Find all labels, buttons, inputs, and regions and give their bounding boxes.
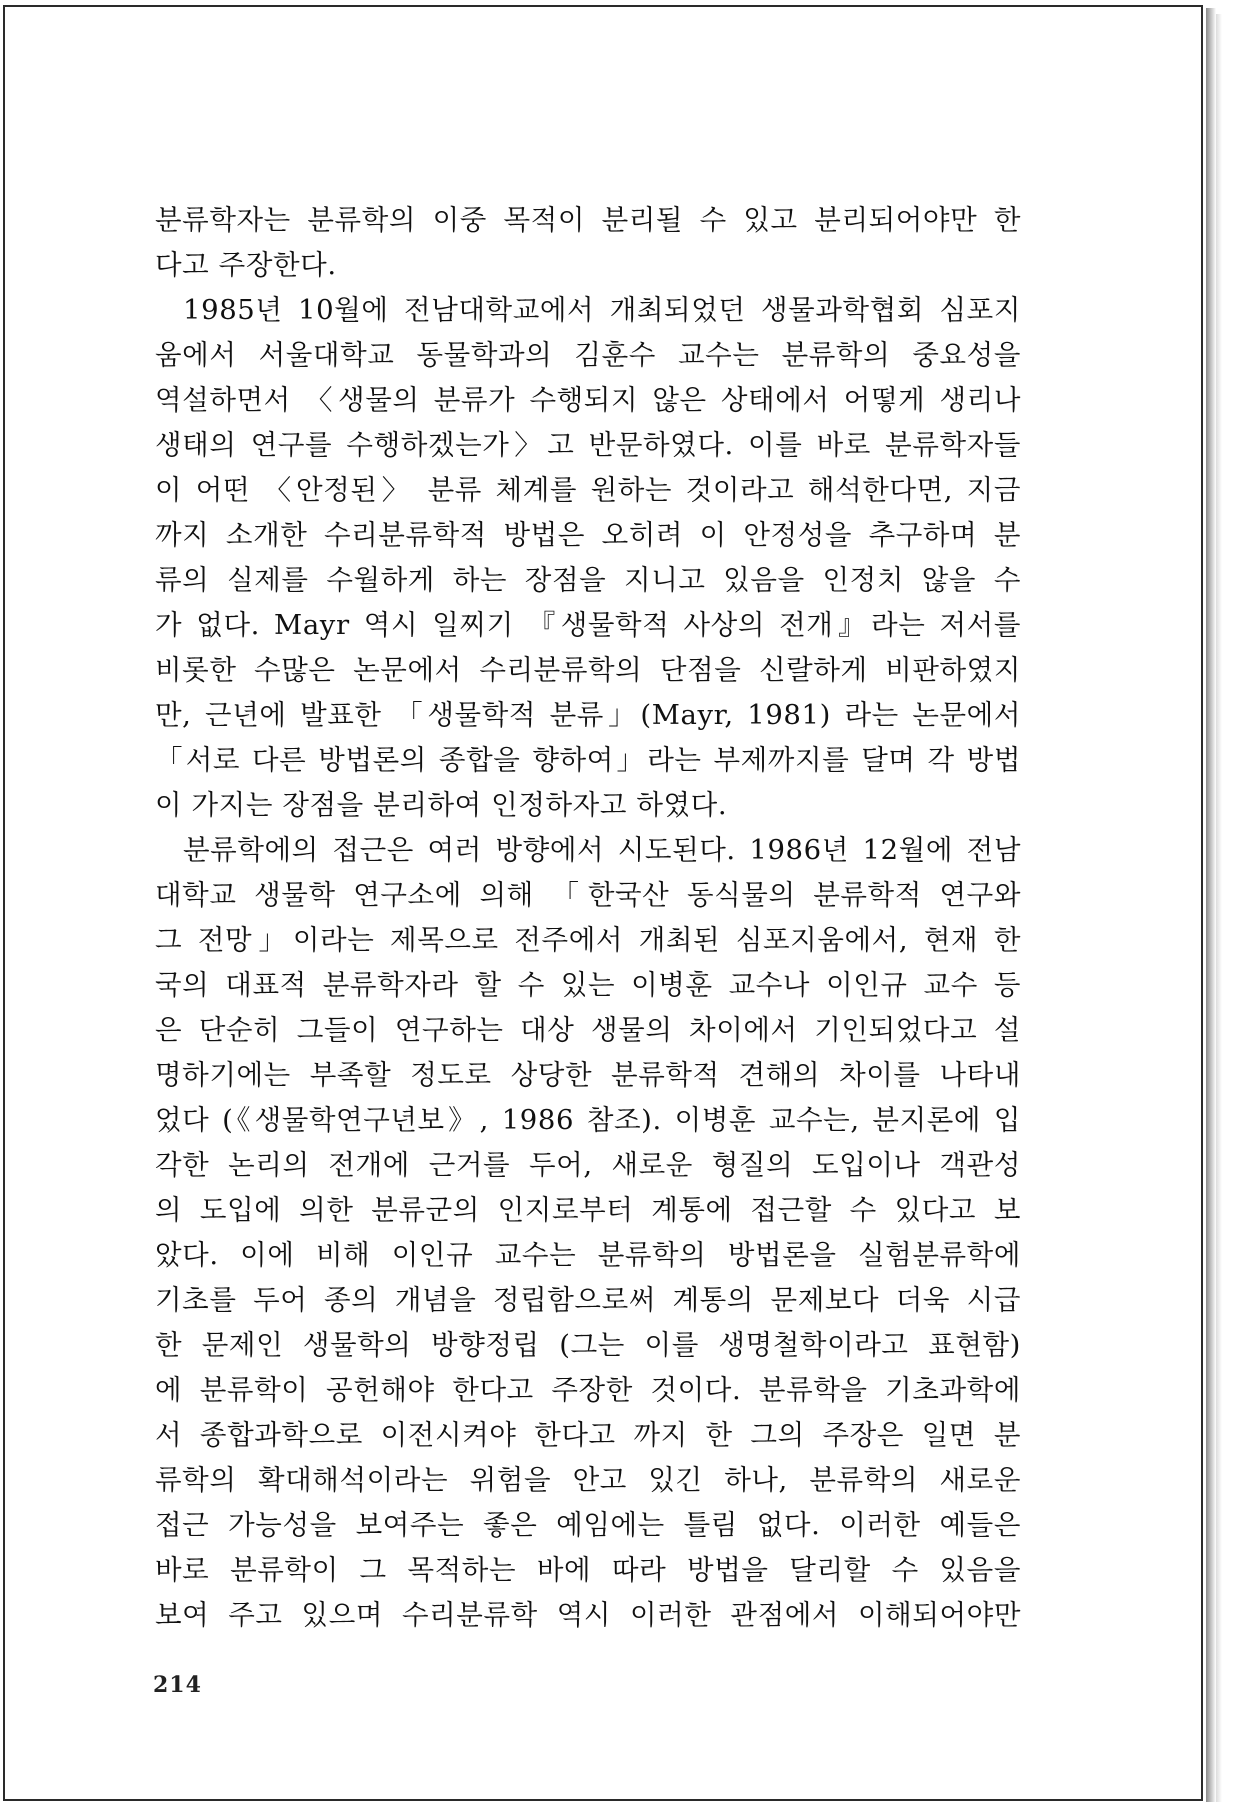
text-line: 의 도입에 의한 분류군의 인지로부터 계통에 접근할 수 있다고 보	[155, 1194, 1021, 1226]
text-line: 한 문제인 생물학의 방향정립 (그는 이를 생명철학이라고 표현함)	[155, 1329, 1021, 1361]
text-line: 에 분류학이 공헌해야 한다고 주장한 것이다. 분류학을 기초과학에	[155, 1374, 1021, 1406]
page-edge-shadow-secondary	[1216, 14, 1222, 1802]
page-edge-shadow	[1206, 8, 1216, 1802]
text-line: 「서로 다른 방법론의 종합을 향하여」라는 부제까지를 달며 각 방법	[155, 744, 1022, 776]
text-line: 국의 대표적 분류학자라 할 수 있는 이병훈 교수나 이인규 교수 등	[155, 969, 1021, 1001]
text-line: 명하기에는 부족할 정도로 상당한 분류학적 견해의 차이를 나타내	[155, 1059, 1021, 1091]
text-line: 각한 논리의 전개에 근거를 두어, 새로운 형질의 도입이나 객관성	[155, 1149, 1021, 1181]
text-line: 았다. 이에 비해 이인규 교수는 분류학의 방법론을 실험분류학에	[155, 1239, 1021, 1271]
page-number: 214	[153, 1672, 202, 1698]
text-line: 대학교 생물학 연구소에 의해 「한국산 동식물의 분류학적 연구와	[155, 879, 1021, 911]
text-line: 은 단순히 그들이 연구하는 대상 생물의 차이에서 기인되었다고 설	[155, 1014, 1021, 1046]
paragraph	[155, 288, 1021, 828]
text-line: 보여 주고 있으며 수리분류학 역시 이러한 관점에서 이해되어야만	[155, 1599, 1021, 1631]
page-body-text	[155, 198, 1021, 1638]
text-line: 분류학자는 분류학의 이중 목적이 분리될 수 있고 분리되어야만 한	[155, 204, 1021, 236]
text-line: 생태의 연구를 수행하겠는가〉고 반문하였다. 이를 바로 분류학자들	[155, 429, 1021, 461]
paragraph	[155, 828, 1021, 1638]
text-line: 서 종합과학으로 이전시켜야 한다고 까지 한 그의 주장은 일면 분	[155, 1419, 1021, 1451]
text-line: 역설하면서 〈생물의 분류가 수행되지 않은 상태에서 어떻게 생리나	[155, 384, 1021, 416]
text-line: 움에서 서울대학교 동물학과의 김훈수 교수는 분류학의 중요성을	[155, 339, 1021, 371]
text-line: 비롯한 수많은 논문에서 수리분류학의 단점을 신랄하게 비판하였지	[155, 654, 1021, 686]
text-line: 1985년 10월에 전남대학교에서 개최되었던 생물과학협회 심포지	[183, 294, 1021, 326]
text-line: 었다 (《생물학연구년보》, 1986 참조). 이병훈 교수는, 분지론에 입	[155, 1104, 1021, 1136]
text-line: 접근 가능성을 보여주는 좋은 예임에는 틀림 없다. 이러한 예들은	[155, 1509, 1021, 1541]
text-line: 가 없다. Mayr 역시 일찌기 『생물학적 사상의 전개』라는 저서를	[155, 609, 1021, 641]
text-line: 류학의 확대해석이라는 위험을 안고 있긴 하나, 분류학의 새로운	[155, 1464, 1021, 1496]
text-line: 분류학에의 접근은 여러 방향에서 시도된다. 1986년 12월에 전남	[183, 834, 1021, 866]
text-line: 까지 소개한 수리분류학적 방법은 오히려 이 안정성을 추구하며 분	[155, 519, 1021, 551]
paragraph	[155, 198, 1021, 288]
text-line: 류의 실제를 수월하게 하는 장점을 지니고 있음을 인정치 않을 수	[155, 564, 1021, 596]
text-line: 이 어떤 〈안정된〉 분류 체계를 원하는 것이라고 해석한다면, 지금	[155, 474, 1021, 506]
text-line: 바로 분류학이 그 목적하는 바에 따라 방법을 달리할 수 있음을	[155, 1554, 1021, 1586]
text-line: 기초를 두어 종의 개념을 정립함으로써 계통의 문제보다 더욱 시급	[155, 1284, 1021, 1316]
text-line: 만, 근년에 발표한 「생물학적 분류」(Mayr, 1981) 라는 논문에서	[155, 699, 1021, 731]
text-line: 이 가지는 장점을 분리하여 인정하자고 하였다.	[155, 789, 728, 821]
text-line: 그 전망」이라는 제목으로 전주에서 개최된 심포지움에서, 현재 한	[155, 924, 1021, 956]
text-line: 다고 주장한다.	[155, 249, 337, 281]
